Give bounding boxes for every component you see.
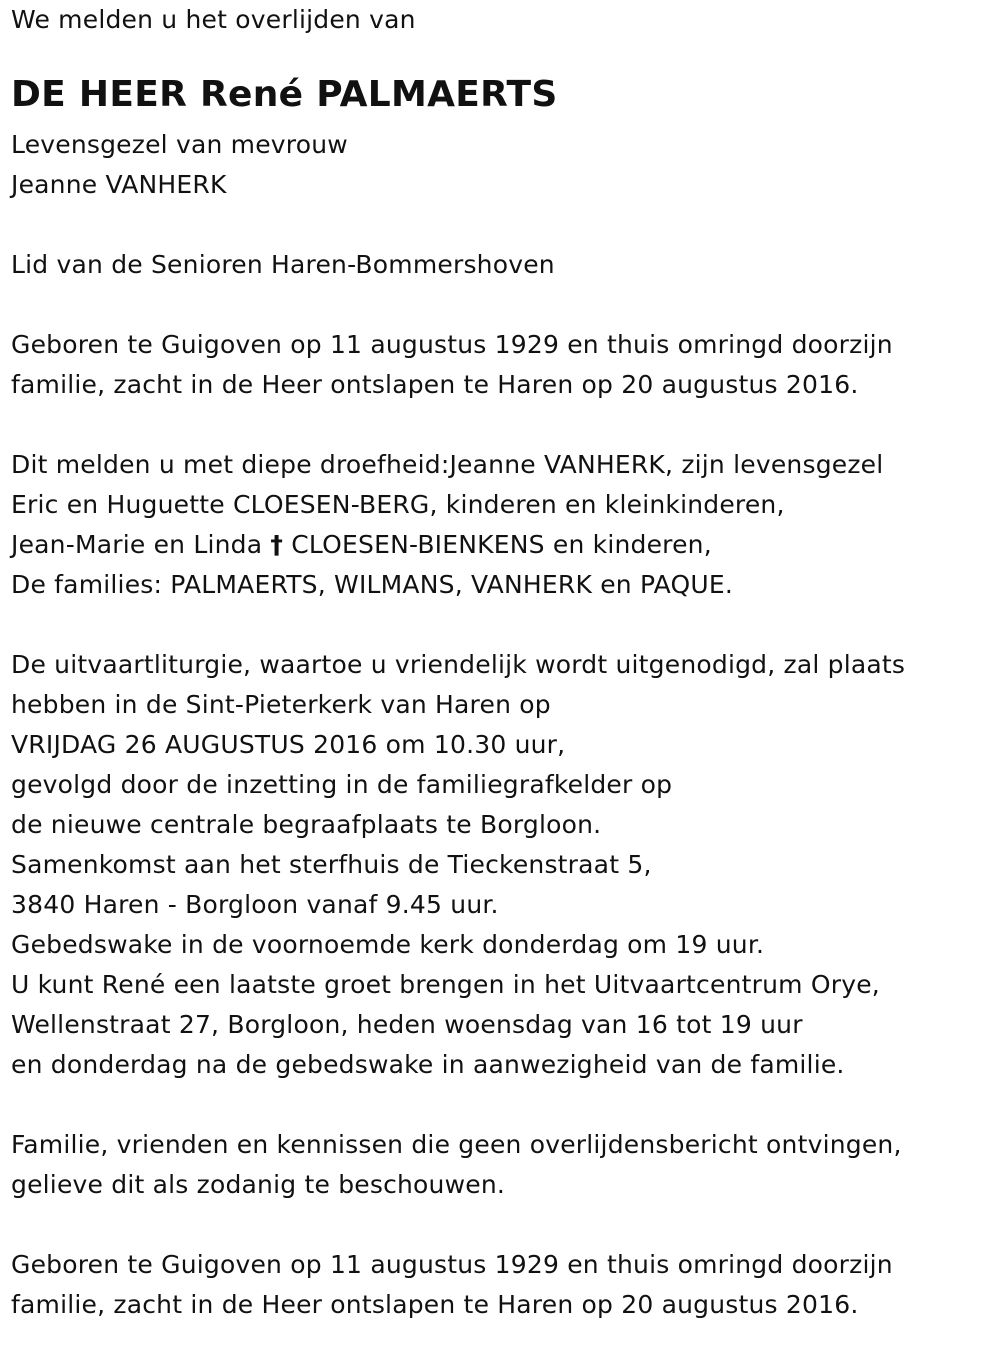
funeral-line: U kunt René een laatste groet brengen in het Uitvaartcentrum Orye, xyxy=(11,970,880,999)
funeral-line: Wellenstraat 27, Borgloon, heden woensdag van 16 tot 19 uur xyxy=(11,1010,803,1039)
funeral-line: gevolgd door de inzetting in de familiegrafkelder op xyxy=(11,770,673,799)
mourners-text: Jean-Marie en Linda xyxy=(11,530,271,559)
spacer xyxy=(11,1085,991,1125)
mourners-text: CLOESEN-BIENKENS en kinderen, xyxy=(283,530,712,559)
spacer xyxy=(11,285,991,325)
birth-death-line: Geboren te Guigoven op 11 augustus 1929 en thuis omringd doorzijn xyxy=(11,1250,893,1279)
cross-icon: † xyxy=(270,530,284,559)
funeral-line: De uitvaartliturgie, waartoe u vriendelijk wordt uitgenodigd, zal plaats xyxy=(11,650,906,679)
mourners-line: De families: PALMAERTS, WILMANS, VANHERK en PAQUE. xyxy=(11,570,734,599)
funeral-line: Samenkomst aan het sterfhuis de Tieckenstraat 5, xyxy=(11,850,652,879)
funeral-line: de nieuwe centrale begraafplaats te Borgloon. xyxy=(11,810,602,839)
spacer xyxy=(11,405,991,445)
spacer xyxy=(11,1205,991,1245)
birth-death-line: Geboren te Guigoven op 11 augustus 1929 en thuis omringd doorzijn xyxy=(11,330,893,359)
funeral-line: 3840 Haren - Borgloon vanaf 9.45 uur. xyxy=(11,890,499,919)
funeral-date: VRIJDAG 26 AUGUSTUS 2016 om 10.30 uur, xyxy=(11,730,566,759)
mourners-line: Dit melden u met diepe droefheid:Jeanne VANHERK, zijn levensgezel xyxy=(11,450,884,479)
spacer xyxy=(11,205,991,245)
birth-death-line: familie, zacht in de Heer ontslapen te Haren op 20 augustus 2016. xyxy=(11,370,859,399)
mourners-line xyxy=(11,525,991,565)
partner-line: Levensgezel van mevrouw xyxy=(11,130,348,159)
deceased-name-heading: DE HEER René PALMAERTS xyxy=(11,74,558,115)
death-notice xyxy=(11,0,991,1325)
membership-text: Lid van de Senioren Haren-Bommershoven xyxy=(11,250,555,279)
birth-death-line: familie, zacht in de Heer ontslapen te Haren op 20 augustus 2016. xyxy=(11,1290,859,1319)
spacer xyxy=(11,605,991,645)
funeral-line: en donderdag na de gebedswake in aanwezigheid van de familie. xyxy=(11,1050,845,1079)
funeral-line: Gebedswake in de voornoemde kerk donderdag om 19 uur. xyxy=(11,930,765,959)
intro-text: We melden u het overlijden van xyxy=(11,5,416,34)
notice-line: Familie, vrienden en kennissen die geen overlijdensbericht ontvingen, xyxy=(11,1130,902,1159)
partner-name: Jeanne VANHERK xyxy=(11,170,227,199)
notice-line: gelieve dit als zodanig te beschouwen. xyxy=(11,1170,506,1199)
mourners-line: Eric en Huguette CLOESEN-BERG, kinderen en kleinkinderen, xyxy=(11,490,785,519)
funeral-line: hebben in de Sint-Pieterkerk van Haren op xyxy=(11,690,551,719)
